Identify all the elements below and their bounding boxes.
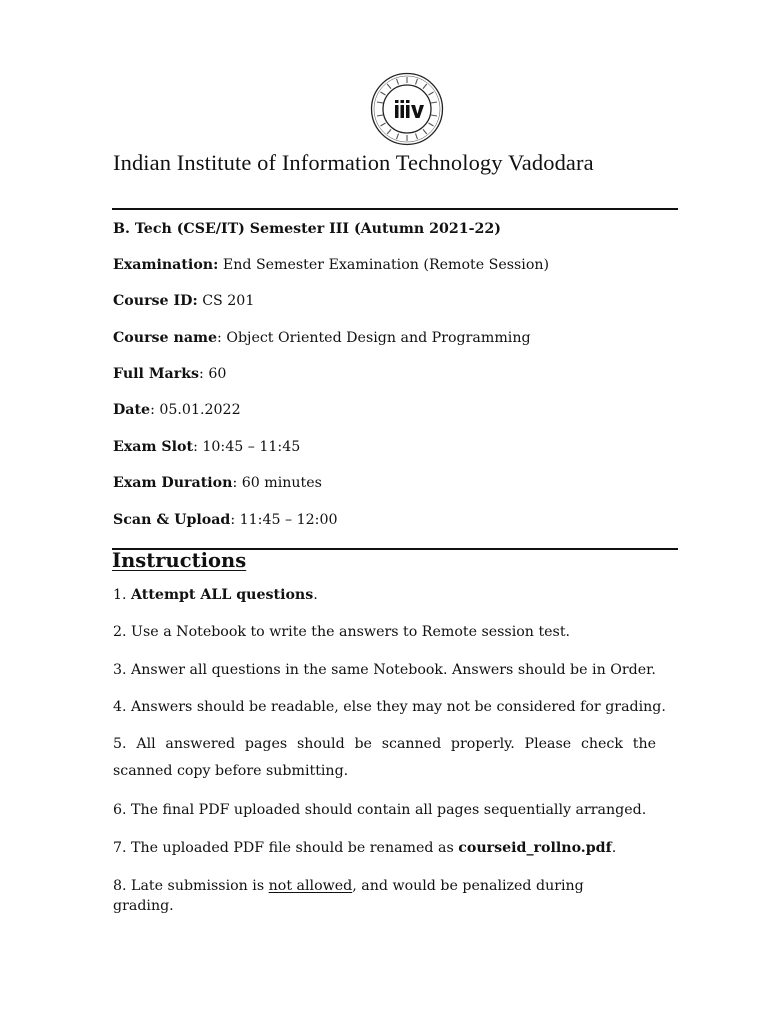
instruction-3: 3. Answer all questions in the same Notebook. Answers should be in Order.: [113, 662, 656, 678]
instruction-7-pre: 7. The uploaded PDF file should be renamed as: [113, 840, 459, 856]
institute-title: Indian Institute of Information Technology Vadodara: [113, 150, 594, 175]
full-marks-value: : 60: [199, 366, 227, 382]
exam-slot-line: [113, 438, 300, 456]
instruction-1-end: .: [313, 587, 318, 603]
examination-value: End Semester Examination (Remote Session): [218, 257, 550, 273]
instruction-6: 6. The final PDF uploaded should contain all pages sequentially arranged.: [113, 802, 647, 818]
date-label: Date: [113, 402, 151, 418]
examination-label: Examination:: [113, 257, 219, 273]
instruction-8: [113, 876, 613, 916]
course-id-label: Course ID:: [113, 293, 198, 309]
instruction-7-filename: courseid_rollno.pdf: [458, 840, 612, 856]
iiitv-emblem-icon: [370, 72, 444, 146]
instruction-2: 2. Use a Notebook to write the answers to Remote session test.: [113, 624, 571, 640]
instruction-7-end: .: [611, 840, 617, 856]
instruction-8-underline: not allowed: [268, 878, 353, 894]
exam-duration-value: : 60 minutes: [232, 475, 322, 491]
instruction-7: [113, 839, 616, 857]
scan-upload-label: Scan & Upload: [113, 512, 231, 528]
program-line: [113, 220, 501, 238]
course-name-value: : Object Oriented Design and Programming: [217, 330, 531, 346]
date-line: [113, 401, 241, 419]
instruction-1-num: 1.: [113, 587, 132, 603]
full-marks-line: [113, 365, 226, 383]
exam-duration-line: [113, 474, 322, 492]
program-text: B. Tech (CSE/IT) Semester III (Autumn 2021-22): [113, 221, 501, 237]
header-divider: [112, 208, 678, 210]
date-value: : 05.01.2022: [150, 402, 241, 418]
course-name-label: Course name: [113, 330, 218, 346]
instructions-heading: Instructions: [112, 549, 247, 572]
course-name-line: [113, 329, 531, 347]
exam-slot-value: : 10:45 – 11:45: [193, 439, 301, 455]
course-id-line: [113, 292, 254, 310]
scan-upload-line: [113, 511, 338, 529]
scan-upload-value: : 11:45 – 12:00: [230, 512, 338, 528]
exam-duration-label: Exam Duration: [113, 475, 233, 491]
instruction-4: 4. Answers should be readable, else they may not be considered for grading.: [113, 699, 666, 715]
exam-slot-label: Exam Slot: [113, 439, 194, 455]
instruction-1-bold: Attempt ALL questions: [131, 587, 314, 603]
examination-line: [113, 256, 549, 274]
full-marks-label: Full Marks: [113, 366, 200, 382]
instruction-8-end: , and would be penalized during grading.: [113, 878, 584, 914]
instruction-1: [113, 586, 318, 604]
instruction-8-pre: 8. Late submission is: [113, 878, 269, 894]
instruction-5: 5. All answered pages should be scanned properly. Please check the scanned copy before submitting.: [113, 736, 656, 779]
course-id-value: CS 201: [197, 293, 255, 309]
